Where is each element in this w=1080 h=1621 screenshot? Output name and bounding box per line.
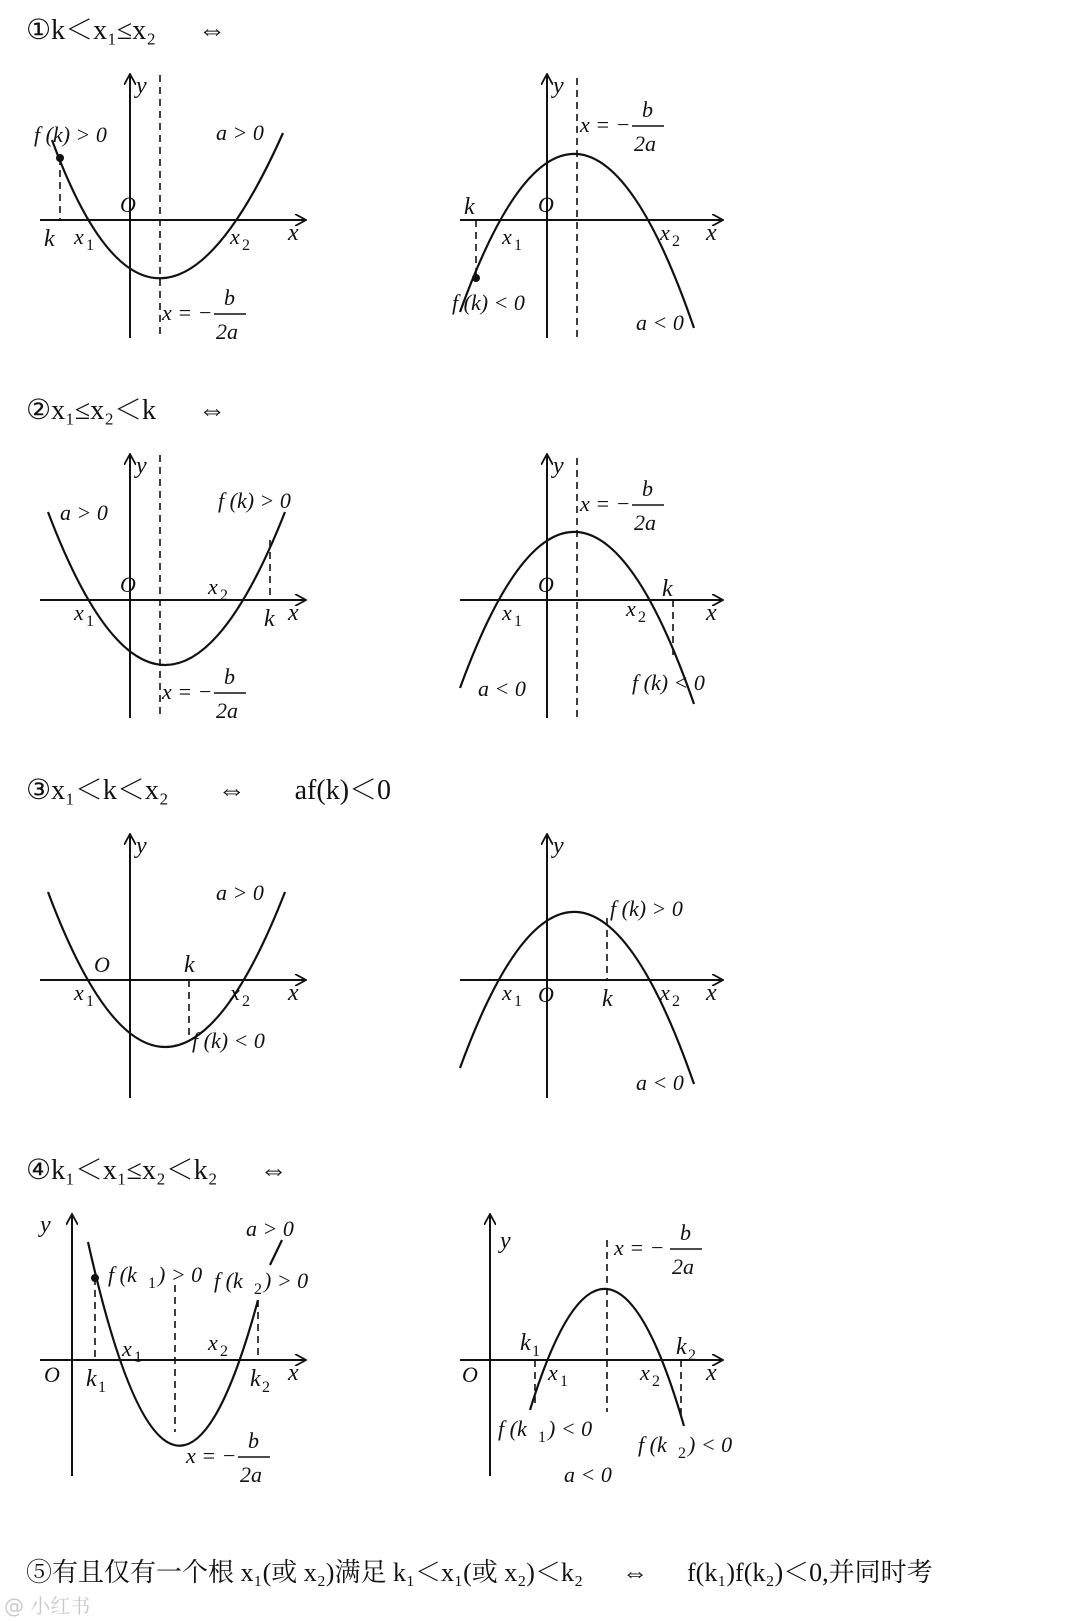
a-label: a < 0 [636,1070,684,1095]
parabola [460,912,694,1084]
a-label: a < 0 [636,310,684,335]
x2-sub: 2 [672,233,680,250]
vertex-lhs: x = − [162,300,213,325]
x1-label: x [74,224,84,249]
y-label: y [136,73,147,99]
vertex-num: b [248,1428,259,1453]
parabola [52,133,283,278]
fk2-sub: 2 [254,1281,262,1298]
x-label: x [706,220,717,246]
fk1-tail: ) > 0 [158,1262,203,1287]
graph-2-right [460,453,722,718]
y-label: y [553,453,564,479]
k2-label: k [250,1366,261,1392]
k-label: k [184,952,195,978]
x1-label: x [74,980,84,1005]
y-label: y [136,453,147,479]
x1-label: x [502,600,512,625]
k2-sub: 2 [688,1347,696,1364]
k1-label: k [86,1366,97,1392]
k2-label: k [676,1334,687,1360]
fk2-tail: ) > 0 [264,1268,309,1293]
x-label: x [288,600,299,626]
x1-sub: 1 [514,613,522,630]
x2-label: x [640,1360,650,1385]
vertex-den: 2a [634,131,656,156]
graph-4-left [38,1212,308,1487]
x2-label: x [660,980,670,1005]
fk1-sub: 1 [538,1429,546,1446]
x1-sub: 1 [514,993,522,1010]
y-label: y [136,833,147,859]
a-label: a < 0 [564,1462,612,1487]
a-label: a < 0 [478,676,526,701]
x1-sub: 1 [86,993,94,1010]
y-label: y [553,833,564,859]
x1-label: x [74,600,84,625]
k-label: k [464,194,475,220]
vertex-lhs: x = − [580,112,631,137]
fk1-sub: 1 [148,1275,156,1292]
graph-1-right [452,73,722,338]
x1-sub: 1 [560,1373,568,1390]
vertex-den: 2a [240,1462,262,1487]
x2-label: x [208,1330,218,1355]
vertex-den: 2a [672,1254,694,1279]
fk1-label: f (k [108,1262,137,1287]
vertex-num: b [680,1220,691,1245]
section-2-heading: ②x₁≤x₂＜k ⇔ [26,395,226,426]
k-label: k [44,226,55,252]
origin-label: O [538,192,554,217]
fk2-label: f (k [214,1268,243,1293]
k-label: k [264,606,275,632]
origin-label: O [120,572,136,597]
vertex-den: 2a [216,698,238,723]
origin-label: O [44,1362,60,1387]
vertex-num: b [224,285,235,310]
point-fk [56,154,64,162]
x2-label: x [626,596,636,621]
x1-sub: 1 [86,613,94,630]
x-label: x [288,1360,299,1386]
y-label: y [500,1228,511,1254]
parabola [530,1289,684,1426]
a-label: a > 0 [216,120,264,145]
vertex-lhs: x = − [580,491,631,516]
vertex-num: b [642,476,653,501]
k2-sub: 2 [262,1379,270,1396]
a-label: a > 0 [246,1216,294,1241]
x2-sub: 2 [672,993,680,1010]
k-label: k [602,986,613,1012]
origin-label: O [120,192,136,217]
origin-label: O [538,982,554,1007]
graph-3-right [460,833,722,1098]
x2-label: x [230,224,240,249]
fk-label: f (k) > 0 [218,488,291,513]
vertex-num: b [224,664,235,689]
fk-label: f (k) < 0 [192,1028,265,1053]
vertex-den: 2a [634,510,656,535]
fk1-label: f (k [498,1416,527,1441]
x-label: x [706,980,717,1006]
section-1-heading: ①k＜x₁≤x₂ ⇔ [26,15,226,46]
origin-label: O [538,572,554,597]
x1-label: x [548,1360,558,1385]
x1-label: x [502,224,512,249]
fk2-sub: 2 [678,1445,686,1462]
parabola [48,512,285,665]
vertex-den: 2a [216,319,238,344]
fk-label: f (k) < 0 [452,290,525,315]
point-fk1 [91,1274,99,1282]
k-label: k [662,576,673,602]
fk1-tail: ) < 0 [548,1416,593,1441]
x1-sub: 1 [514,237,522,254]
x2-label: x [208,574,218,599]
x1-label: x [502,980,512,1005]
x-label: x [288,980,299,1006]
vertex-lhs: x = − [186,1443,237,1468]
fk2-label: f (k [638,1432,667,1457]
section-3-heading: ③x₁＜k＜x₂ ⇔ af(k)＜0 [26,775,392,806]
fk-label: f (k) < 0 [632,670,705,695]
x2-sub: 2 [242,237,250,254]
curve-continuation [270,1240,282,1265]
y-label: y [40,1212,51,1238]
x2-label: x [660,220,670,245]
y-label: y [553,73,564,99]
graph-1-left [34,73,305,344]
x-label: x [288,220,299,246]
a-label: a > 0 [216,880,264,905]
graph-3-left [40,833,305,1098]
x2-sub: 2 [652,1373,660,1390]
a-label: a > 0 [60,500,108,525]
x2-sub: 2 [242,993,250,1010]
fk-label: f (k) > 0 [610,896,683,921]
section-4-heading: ④k₁＜x₁≤x₂＜k₂ ⇔ [26,1155,288,1186]
point-fk [472,274,480,282]
x-label: x [706,1360,717,1386]
x2-label: x [230,980,240,1005]
vertex-num: b [642,97,653,122]
graph-2-left [40,453,305,723]
parabola [48,892,285,1047]
k1-sub: 1 [98,1379,106,1396]
x1-sub: 1 [86,237,94,254]
fk-label: f (k) > 0 [34,122,107,147]
origin-label: O [94,952,110,977]
watermark: @ 小红书 [4,1594,91,1618]
x2-sub: 2 [638,609,646,626]
k1-sub: 1 [532,1343,540,1360]
fk2-tail: ) < 0 [688,1432,733,1457]
x1-label: x [122,1336,132,1361]
x2-sub: 2 [220,1343,228,1360]
x2-sub: 2 [220,587,228,604]
x-label: x [706,600,717,626]
k1-label: k [520,1330,531,1356]
graph-4-right [460,1215,732,1487]
vertex-lhs: x = − [162,679,213,704]
x1-sub: 1 [134,1349,142,1366]
vertex-lhs: x = − [614,1235,665,1260]
origin-label: O [462,1362,478,1387]
section-5-heading: ⑤有且仅有一个根 x₁(或 x₂)满足 k₁＜x₁(或 x₂)＜k₂ ⇔ f(k₁)f(k₂)＜0,并同时考 [26,1558,933,1587]
